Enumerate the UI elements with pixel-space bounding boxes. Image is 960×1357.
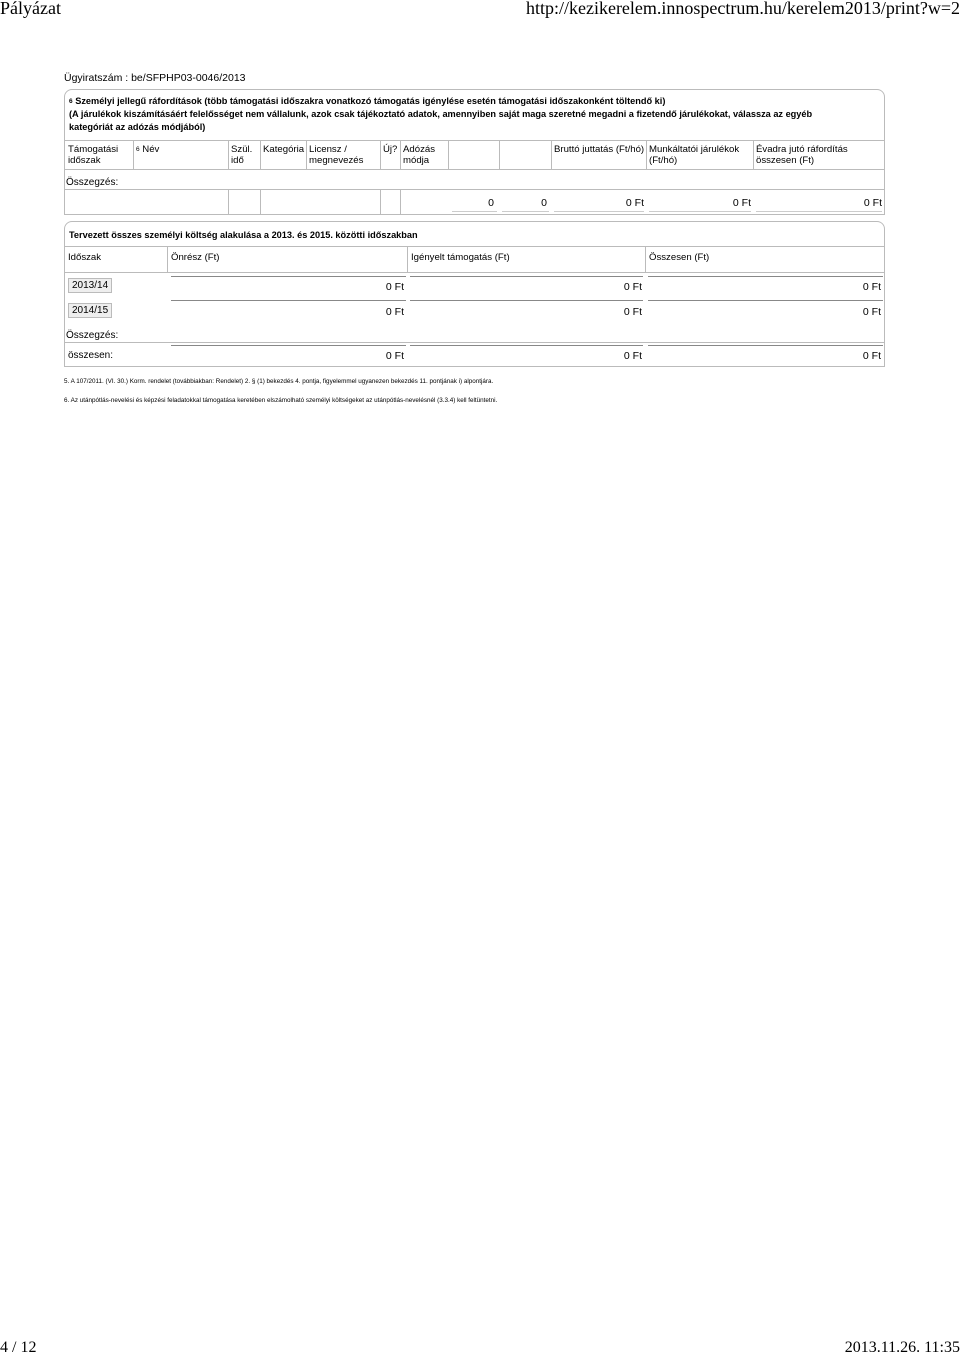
period-badge: 2014/15 [68, 303, 112, 318]
footnote-6: 6. Az utánpótlás-nevelési és képzési feladatokkal támogatása keretében elszámolható személyi költségeket az utánpótlás-nevelésnél (3.3.4) kell feltüntetni. [64, 397, 498, 404]
reference-number: Ügyiratszám : be/SFPHP03-0046/2013 [64, 72, 246, 84]
personnel-heading-line2: (A járulékok kiszámításáért felelősséget nem vállalunk, azok csak tájékoztató adatok, amennyiben saját maga szeretné megadni a fizetendő járulékokat, válassza az egyéb [69, 109, 813, 119]
col-planned-period: Időszak [68, 252, 102, 263]
personnel-heading-line1: Személyi jellegű ráfordítások (több támogatási időszakra vonatkozó támogatás igénylése esetén támogatási időszakonként töltendő ki) [75, 96, 666, 106]
summary-season-total: 0 Ft [863, 197, 882, 209]
print-timestamp: 2013.11.26. 11:35 [844, 1339, 960, 1356]
page-number: 4 / 12 [0, 1339, 37, 1356]
row-requested-value: 0 Ft [623, 306, 642, 318]
summary-employer-total: 0 Ft [732, 197, 751, 209]
planned-summary-label: Összegzés: [66, 330, 119, 341]
period-badge: 2013/14 [68, 278, 112, 293]
total-total-value: 0 Ft [862, 350, 881, 362]
col-new: Új? [383, 144, 398, 155]
col-planned-requested: Igényelt támogatás (Ft) [411, 252, 510, 263]
summary-gross-total: 0 Ft [625, 197, 644, 209]
planned-total-label: összesen: [68, 350, 114, 361]
col-planned-total: Összesen (Ft) [649, 252, 710, 263]
col-license: Licensz / megnevezés [309, 144, 364, 166]
row-own-value: 0 Ft [385, 281, 404, 293]
col-name: $^6$ Név [136, 144, 160, 155]
footnote-5: 5. A 107/2011. (VI. 30.) Korm. rendelet (továbbiakban: Rendelet) 2. § (1) bekezdés 4. pontja, figyelemmel ugyanezen bekezdés 11. pontjának i) alpontjára. [64, 378, 494, 385]
col-tax-method: Adózás módja [403, 144, 435, 166]
page-header-url: http://kezikerelem.innospectrum.hu/kerelem2013/print?w=2 [525, 0, 960, 18]
col-category: Kategória [263, 144, 305, 155]
total-requested-value: 0 Ft [623, 350, 642, 362]
page-header-title: Pályázat [0, 0, 61, 18]
planned-heading: Tervezett összes személyi költség alakulása a 2013. és 2015. közötti időszakban [69, 230, 418, 240]
row-requested-value: 0 Ft [623, 281, 642, 293]
summary-value-1: 0 [488, 197, 494, 209]
col-period: Támogatási időszak [68, 144, 119, 166]
personnel-summary-label: Összegzés: [66, 177, 119, 188]
footnote-ref: 6 [69, 98, 73, 105]
row-own-value: 0 Ft [385, 306, 404, 318]
row-total-value: 0 Ft [862, 306, 881, 318]
col-birth-date: Szül. idő [231, 144, 253, 166]
row-total-value: 0 Ft [862, 281, 881, 293]
summary-value-2: 0 [541, 197, 547, 209]
personnel-heading [69, 95, 812, 134]
total-own-value: 0 Ft [385, 350, 404, 362]
col-gross-pay: Bruttó juttatás (Ft/hó) [554, 144, 645, 155]
personnel-heading-line3: kategóriát az adózás módjából) [69, 122, 206, 132]
col-season-total: Évadra jutó ráfordítás összesen (Ft) [756, 144, 848, 166]
col-planned-own: Önrész (Ft) [171, 252, 220, 263]
col-employer-contrib: Munkáltatói járulékok (Ft/hó) [649, 144, 740, 166]
